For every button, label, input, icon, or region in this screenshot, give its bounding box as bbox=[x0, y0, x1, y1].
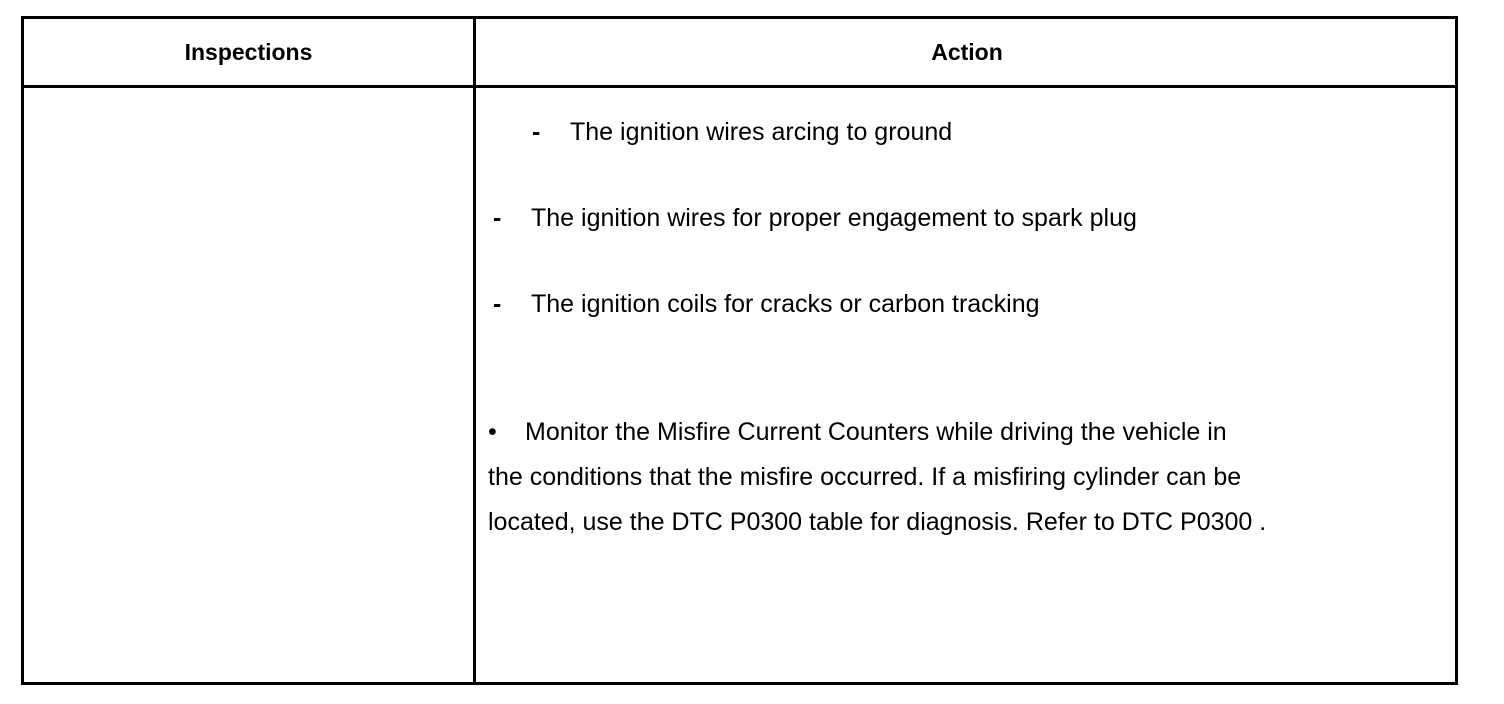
paragraph-line-3: located, use the DTC P0300 table for diagnosis. Refer to DTC P0300 . bbox=[488, 508, 1267, 536]
action-item-3 bbox=[493, 289, 1040, 319]
bullet-marker: • bbox=[488, 418, 497, 446]
action-item-text: The ignition wires arcing to ground bbox=[570, 118, 953, 146]
dash-marker: - bbox=[532, 118, 541, 146]
column-divider bbox=[473, 19, 476, 682]
dash-marker: - bbox=[493, 290, 502, 318]
paragraph-line-1 bbox=[488, 410, 1266, 455]
action-item-2 bbox=[493, 203, 1137, 233]
paragraph-line-2: the conditions that the misfire occurred. If a misfiring cylinder can be bbox=[488, 463, 1242, 491]
inspection-table bbox=[21, 16, 1458, 685]
header-divider bbox=[24, 85, 1455, 88]
paragraph-text: Monitor the Misfire Current Counters while driving the vehicle in bbox=[525, 418, 1227, 446]
header-action: Action bbox=[931, 38, 1003, 65]
header-inspections: Inspections bbox=[184, 38, 313, 65]
misfire-instruction bbox=[488, 410, 1266, 545]
action-item-text: The ignition coils for cracks or carbon tracking bbox=[531, 290, 1040, 318]
action-item-1 bbox=[532, 117, 952, 147]
action-item-text: The ignition wires for proper engagement to spark plug bbox=[531, 204, 1137, 232]
dash-marker: - bbox=[493, 204, 502, 232]
